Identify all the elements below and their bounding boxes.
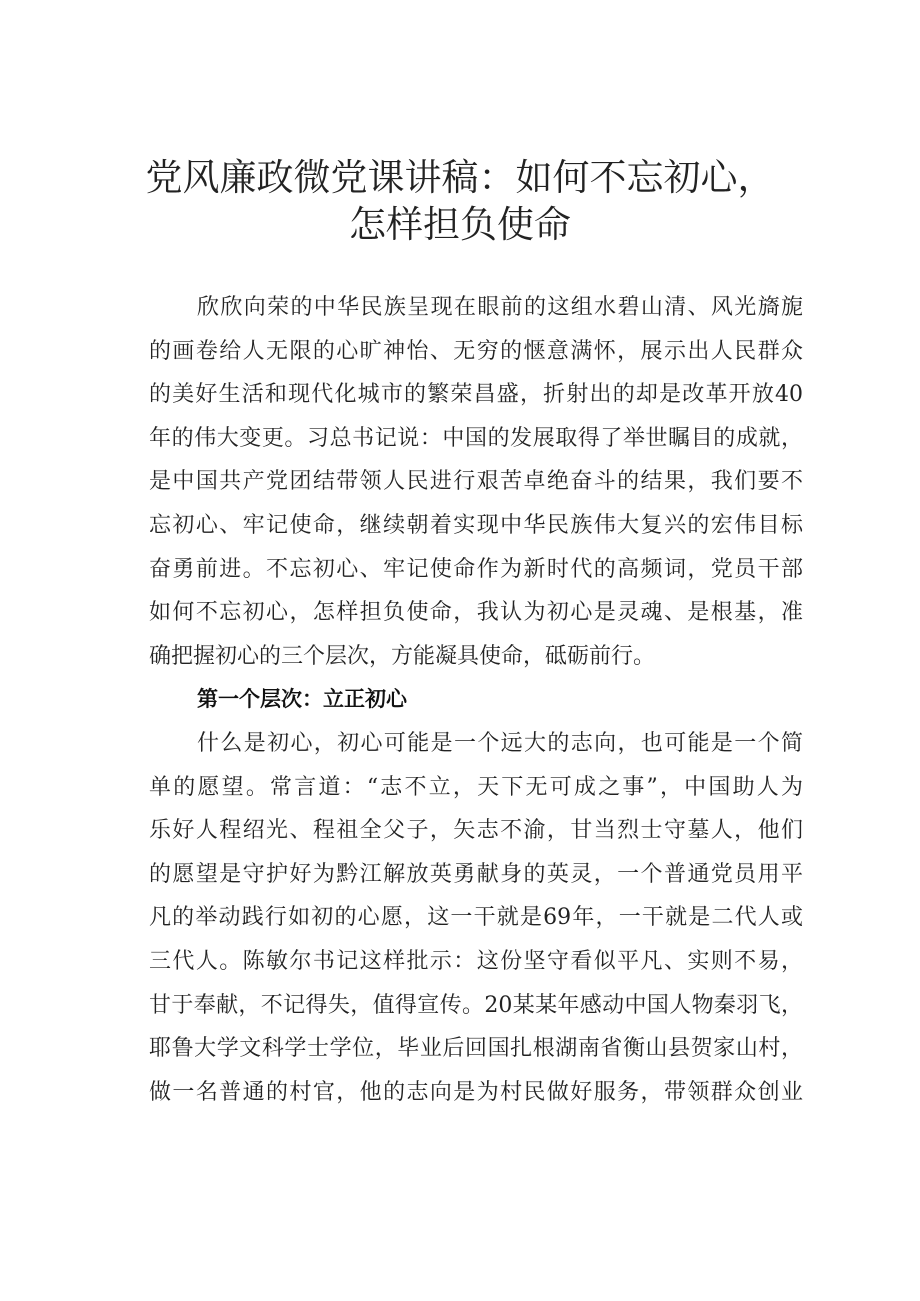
text-line: 的画卷给人无限的心旷神怡、无穷的惬意满怀，展示出人民群众 [149, 338, 803, 364]
text-line: 什么是初心，初心可能是一个远大的志向，也可能是一个简 [197, 730, 803, 756]
paragraph-intro [149, 286, 803, 678]
document-title [0, 154, 920, 248]
text-line: 忘初心、牢记使命，继续朝着实现中华民族伟大复兴的宏伟目标 [149, 512, 803, 538]
text-line: 年的伟大变更。习总书记说：中国的发展取得了举世瞩目的成就， [149, 425, 803, 451]
section-heading: 第一个层次：立正初心 [197, 687, 407, 712]
document-body [149, 286, 803, 1114]
text-line: 的美好生活和现代化城市的繁荣昌盛，折射出的却是改革开放40 [149, 382, 803, 408]
text-line: 做一名普通的村官，他的志向是为村民做好服务，带领群众创业 [149, 1079, 803, 1105]
text-line: 甘于奉献，不记得失，值得宣传。20某某年感动中国人物秦羽飞， [149, 992, 803, 1018]
title-line-2: 怎样担负使命 [349, 203, 571, 246]
text-line: 的愿望是守护好为黔江解放英勇献身的英灵，一个普通党员用平 [149, 861, 803, 887]
paragraph-section1 [149, 722, 803, 1114]
text-line: 耶鲁大学文科学士学位，毕业后回国扎根湖南省衡山县贺家山村， [149, 1036, 803, 1062]
text-line: 是中国共产党团结带领人民进行艰苦卓绝奋斗的结果，我们要不 [149, 469, 803, 495]
text-line: 奋勇前进。不忘初心、牢记使命作为新时代的高频词，党员干部 [149, 556, 803, 582]
text-line: 如何不忘初心，怎样担负使命，我认为初心是灵魂、是根基，准 [149, 600, 803, 626]
text-line: 乐好人程绍光、程祖全父子，矢志不渝，甘当烈士守墓人，他们 [149, 818, 803, 844]
title-line-1: 党风廉政微党课讲稿：如何不忘初心， [145, 156, 775, 199]
text-line: 欣欣向荣的中华民族呈现在眼前的这组水碧山清、风光旖旎 [197, 295, 803, 320]
text-line: 确把握初心的三个层次，方能凝具使命，砥砺前行。 [149, 643, 656, 669]
text-line: 单的愿望。常言道：“志不立，天下无可成之事”，中国助人为 [149, 774, 803, 800]
text-line: 凡的举动践行如初的心愿，这一干就是69年，一干就是二代人或 [149, 905, 803, 931]
text-line: 三代人。陈敏尔书记这样批示：这份坚守看似平凡、实则不易， [149, 948, 803, 974]
